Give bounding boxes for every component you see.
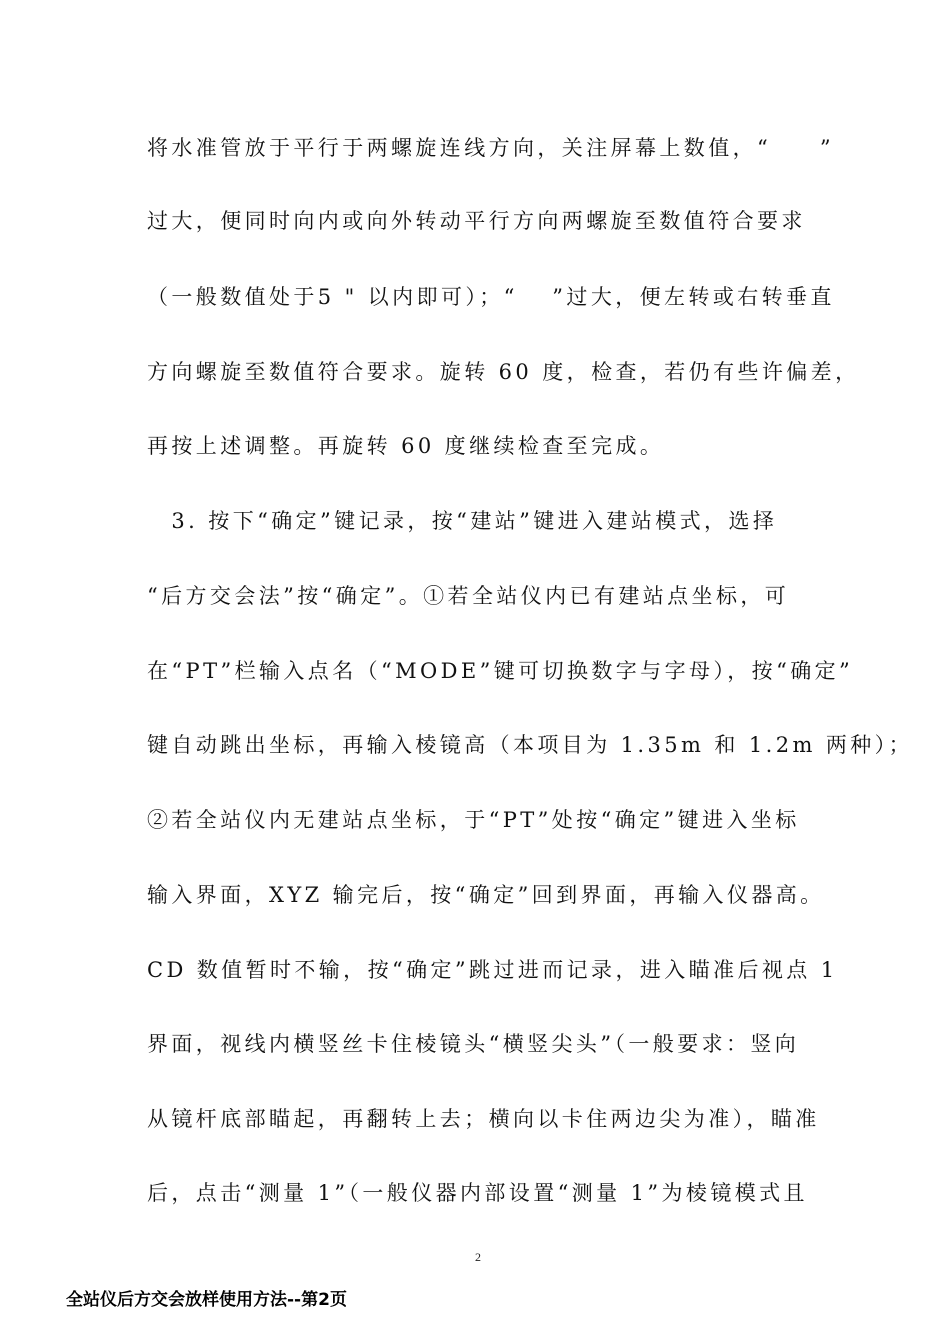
body-text-line: 将水准管放于平行于两螺旋连线方向，关注屏幕上数值，“ ” xyxy=(147,136,835,160)
body-text-line: 在“PT”栏输入点名（“MODE”键可切换数字与字母），按“确定” xyxy=(147,659,854,683)
body-text-line: 界面，视线内横竖丝卡住棱镜头“横竖尖头”（一般要求：竖向 xyxy=(147,1032,800,1056)
body-text-line: CD 数值暂时不输，按“确定”跳过进而记录，进入瞄准后视点 1 xyxy=(147,958,838,982)
body-text-line: 方向螺旋至数值符合要求。旋转 60 度，检查，若仍有些许偏差， xyxy=(147,360,860,384)
body-text-line: “后方交会法”按“确定”。①若全站仪内已有建站点坐标，可 xyxy=(147,584,790,608)
body-text-line: 从镜杆底部瞄起，再翻转上去；横向以卡住两边尖为准），瞄准 xyxy=(147,1107,820,1131)
page-number: 2 xyxy=(475,1250,481,1264)
body-text-line: ②若全站仪内无建站点坐标，于“PT”处按“确定”键进入坐标 xyxy=(147,808,800,832)
body-text-line: 再按上述调整。再旋转 60 度继续检查至完成。 xyxy=(147,434,665,458)
body-text-line: 过大，便同时向内或向外转动平行方向两螺旋至数值符合要求 xyxy=(147,209,806,233)
body-text-line: 3. 按下“确定”键记录，按“建站”键进入建站模式，选择 xyxy=(147,509,778,533)
body-text-line: 后，点击“测量 1”（一般仪器内部设置“测量 1”为棱镜模式且 xyxy=(147,1181,808,1205)
body-text-line: 输入界面，XYZ 输完后，按“确定”回到界面，再输入仪器高。 xyxy=(147,883,825,907)
footer-title: 全站仪后方交会放样使用方法--第2页 xyxy=(66,1290,347,1310)
body-text-line: 键自动跳出坐标，再输入棱镜高（本项目为 1.35m 和 1.2m 两种）； xyxy=(147,733,913,757)
body-text-line: （一般数值处于5 " 以内即可）；“ ”过大，便左转或右转垂直 xyxy=(147,285,835,309)
